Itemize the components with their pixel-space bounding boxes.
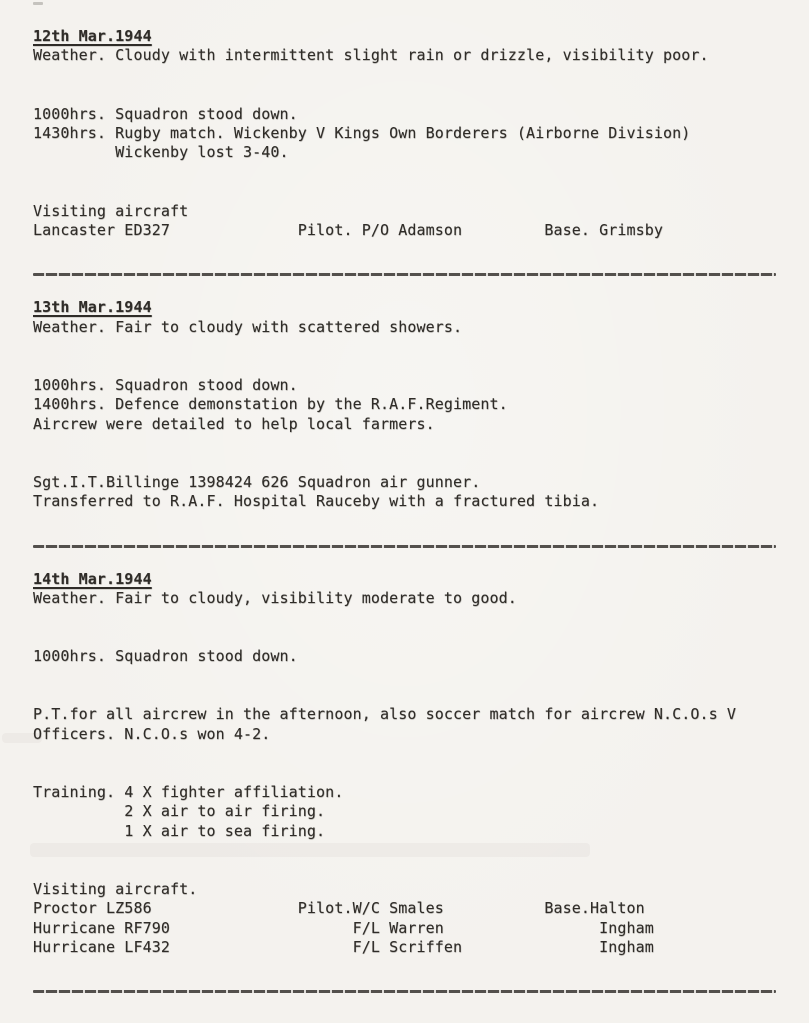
weather-line: Weather. Cloudy with intermittent slight rain or drizzle, visibility poor. [33, 46, 709, 65]
text-line: Aircrew were detailed to help local farmers. [33, 414, 435, 433]
text-line: 1000hrs. Squadron stood down. [33, 375, 298, 394]
separator-line [33, 990, 776, 993]
text-line: 1000hrs. Squadron stood down. [33, 104, 298, 123]
separator-line [33, 273, 776, 276]
text-line [33, 667, 809, 686]
text-line: Visiting aircraft [33, 201, 189, 220]
text-line [33, 860, 809, 879]
log-entry-12-mar [33, 27, 809, 240]
text-line [33, 841, 809, 860]
text-line: Transferred to R.A.F. Hospital Rauceby with a fractured tibia. [33, 492, 600, 511]
text-line [33, 628, 809, 647]
entry-body [33, 66, 809, 241]
entry-date-heading: 14th Mar.1944 [33, 569, 152, 588]
log-entry-14-mar [33, 570, 809, 958]
text-line [33, 85, 809, 104]
text-line: Hurricane RF790 F/L Warren Ingham [33, 918, 654, 937]
entry-date-heading: 13th Mar.1944 [33, 298, 152, 317]
text-line: Visiting aircraft. [33, 879, 198, 898]
text-line [33, 337, 809, 356]
text-line: 2 X air to air firing. [33, 802, 326, 821]
text-line [33, 744, 809, 763]
scan-artifact [33, 2, 43, 5]
text-line: Proctor LZ586 Pilot.W/C Smales Base.Halton [33, 899, 645, 918]
text-line: Training. 4 X fighter affiliation. [33, 782, 344, 801]
text-line: Hurricane LF432 F/L Scriffen Ingham [33, 938, 654, 957]
text-line: 1430hrs. Rugby match. Wickenby V Kings Own Borderers (Airborne Division) [33, 123, 691, 142]
weather-line: Weather. Fair to cloudy, visibility moderate to good. [33, 588, 517, 607]
text-line: Sgt.I.T.Billinge 1398424 626 Squadron air gunner. [33, 472, 481, 491]
text-line [33, 686, 809, 705]
separator-line [33, 545, 776, 548]
log-entry-13-mar [33, 298, 809, 511]
text-line: 1000hrs. Squadron stood down. [33, 647, 298, 666]
entry-body [33, 337, 809, 512]
text-line: 1400hrs. Defence demonstation by the R.A.F.Regiment. [33, 395, 508, 414]
text-line: 1 X air to sea firing. [33, 821, 326, 840]
text-line [33, 453, 809, 472]
entry-date-heading: 12th Mar.1944 [33, 27, 152, 45]
text-line [33, 764, 809, 783]
text-line [33, 608, 809, 627]
text-line [33, 66, 809, 85]
entry-body [33, 608, 809, 957]
text-line: Lancaster ED327 Pilot. P/O Adamson Base. Grimsby [33, 220, 664, 239]
weather-line: Weather. Fair to cloudy with scattered showers. [33, 317, 463, 336]
text-line [33, 182, 809, 201]
text-line [33, 163, 809, 182]
text-line: Officers. N.C.O.s won 4-2. [33, 724, 271, 743]
text-line: Wickenby lost 3-40. [33, 143, 289, 162]
text-line [33, 356, 809, 375]
text-line [33, 434, 809, 453]
text-line: P.T.for all aircrew in the afternoon, also soccer match for aircrew N.C.O.s V [33, 705, 737, 724]
